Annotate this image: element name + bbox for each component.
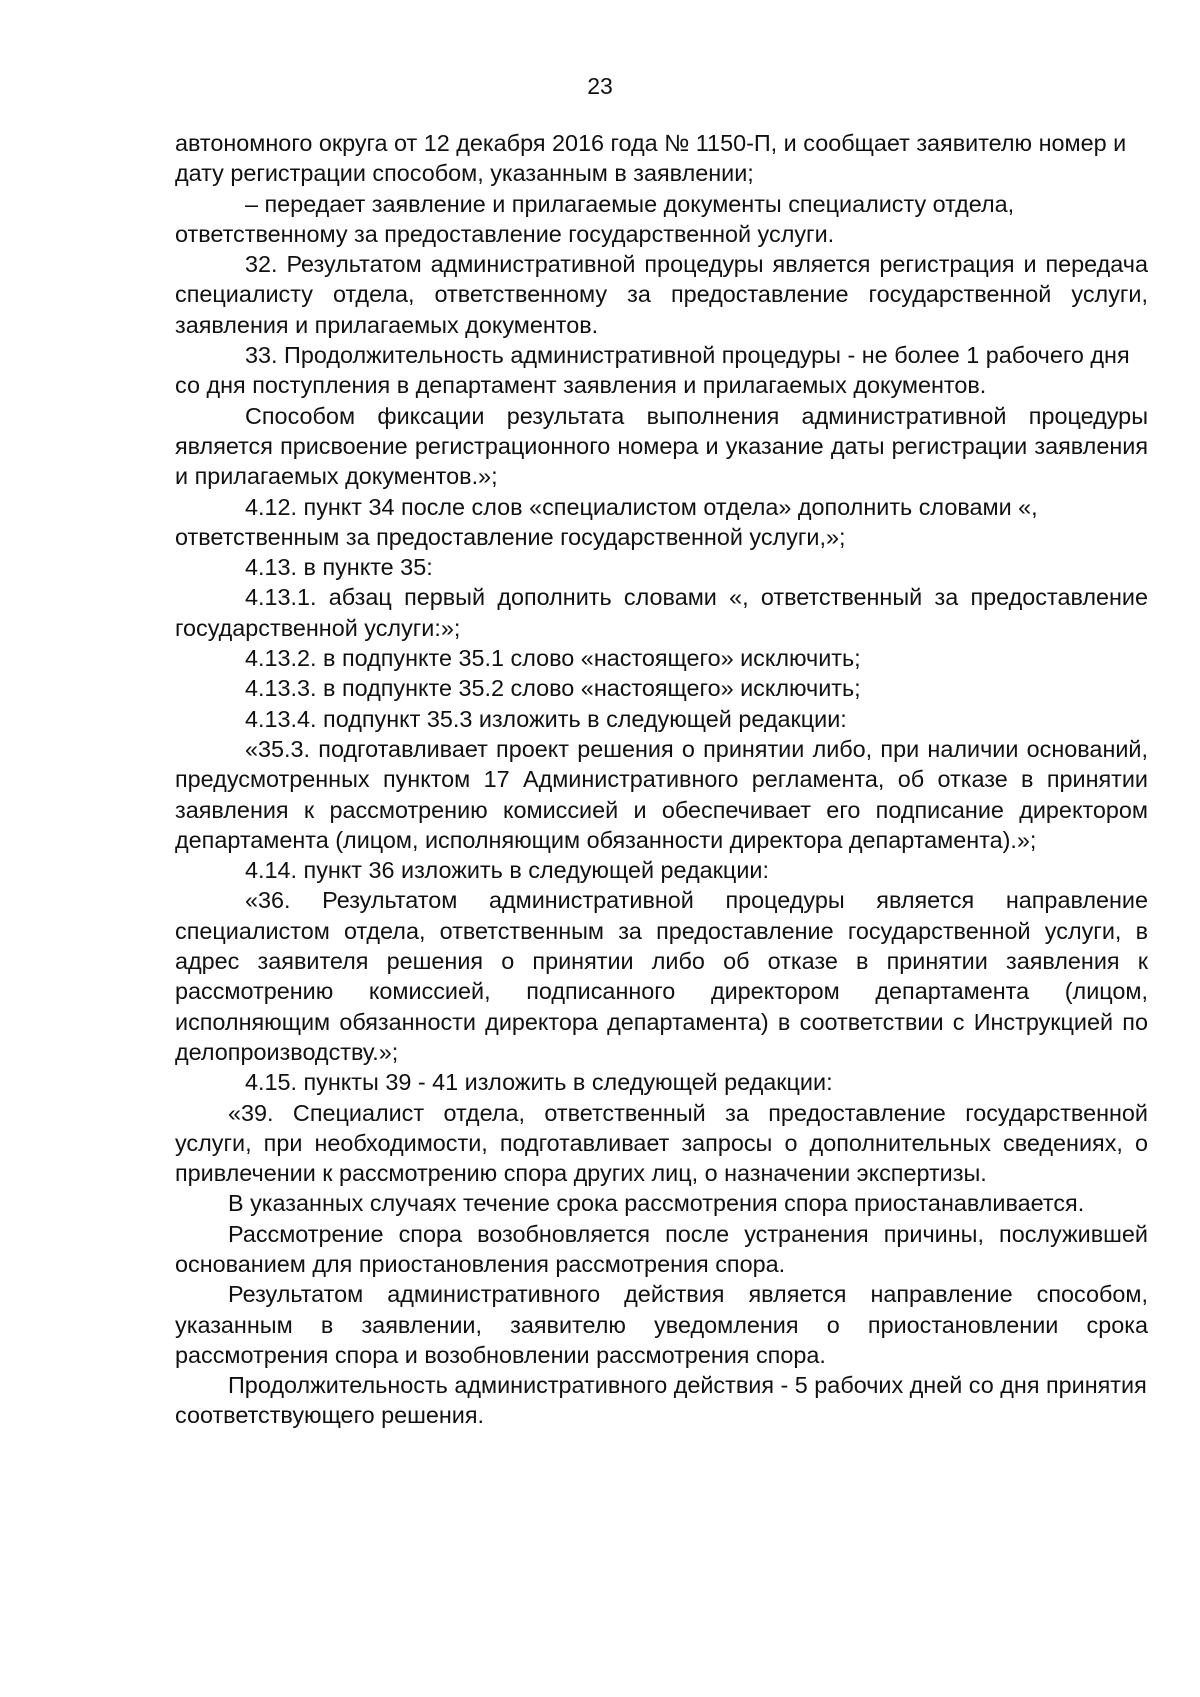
- paragraph-7: 4.13. в пункте 35:: [245, 554, 433, 581]
- paragraph-13: 4.14. пункт 36 изложить в следующей редакции:: [245, 857, 769, 884]
- paragraph-9: 4.13.2. в подпункте 35.1 слово «настоящего» исключить;: [245, 645, 861, 672]
- page-number: 23: [587, 73, 613, 99]
- paragraph-11: 4.13.4. подпункт 35.3 изложить в следующей редакции:: [245, 705, 847, 732]
- paragraph-2: – передает заявление и прилагаемые документы специалисту отдела, ответственному за предоставление государственной услуги.: [175, 190, 1015, 247]
- paragraph-20: Продолжительность административного действия - 5 рабочих дней со дня принятия соответствующего решения.: [175, 1372, 1147, 1429]
- paragraph-17: В указанных случаях течение срока рассмотрения спора приостанавливается.: [228, 1190, 1085, 1217]
- paragraph-19: Результатом административного действия является направление способом, указанным в заявлении, заявителю уведомления о приостановлении срока рассмотрения спора и возобновлении рассмотрения спора.: [175, 1281, 1148, 1368]
- paragraph-12: «35.3. подготавливает проект решения о принятии либо, при наличии оснований, предусмотренных пунктом 17 Административного регламента, об отказе в принятии заявления к рассмотрению комиссией и обеспечивает его подписание директором департамента (лицом, исполняющим обязанности директора департамента).»;: [175, 735, 1148, 853]
- paragraph-14: «36. Результатом административной процедуры является направление специалистом отдела, ответственным за предоставление государственной услуги, в адрес заявителя решения о принятии либо об отказе в принятии заявления к рассмотрению комиссией, подписанного директором департамента (лицом, исполняющим обязанности директора департамента) в соответствии с Инструкцией по делопроизводству.»;: [175, 887, 1148, 1065]
- paragraph-10: 4.13.3. в подпункте 35.2 слово «настоящего» исключить;: [245, 675, 861, 702]
- paragraph-8: 4.13.1. абзац первый дополнить словами «, ответственный за предоставление государственной услуги:»;: [175, 584, 1148, 641]
- paragraph-18: Рассмотрение спора возобновляется после устранения причины, послужившей основанием для приостановления рассмотрения спора.: [175, 1220, 1148, 1277]
- paragraph-6: 4.12. пункт 34 после слов «специалистом отдела» дополнить словами «, ответственным за предоставление государственной услуги,»;: [175, 493, 1038, 550]
- paragraph-3: 32. Результатом административной процедуры является регистрация и передача специалисту отдела, ответственному за предоставление государственной услуги, заявления и прилагаемых документов.: [175, 251, 1148, 338]
- paragraph-1: автономного округа от 12 декабря 2016 года № 1150-П, и сообщает заявителю номер и дату регистрации способом, указанным в заявлении;: [175, 130, 1127, 187]
- paragraph-15: 4.15. пункты 39 - 41 изложить в следующей редакции:: [245, 1069, 833, 1096]
- paragraph-4: 33. Продолжительность административной процедуры - не более 1 рабочего дня со дня поступления в департамент заявления и прилагаемых документов.: [175, 342, 1130, 399]
- paragraph-16: «39. Специалист отдела, ответственный за предоставление государственной услуги, при необходимости, подготавливает запросы о дополнительных сведениях, о привлечении к рассмотрению спора других лиц, о назначении экспертизы.: [175, 1099, 1148, 1187]
- document-body: [175, 128, 1148, 1431]
- paragraph-5: Способом фиксации результата выполнения административной процедуры является присвоение регистрационного номера и указание даты регистрации заявления и прилагаемых документов.»;: [175, 402, 1148, 490]
